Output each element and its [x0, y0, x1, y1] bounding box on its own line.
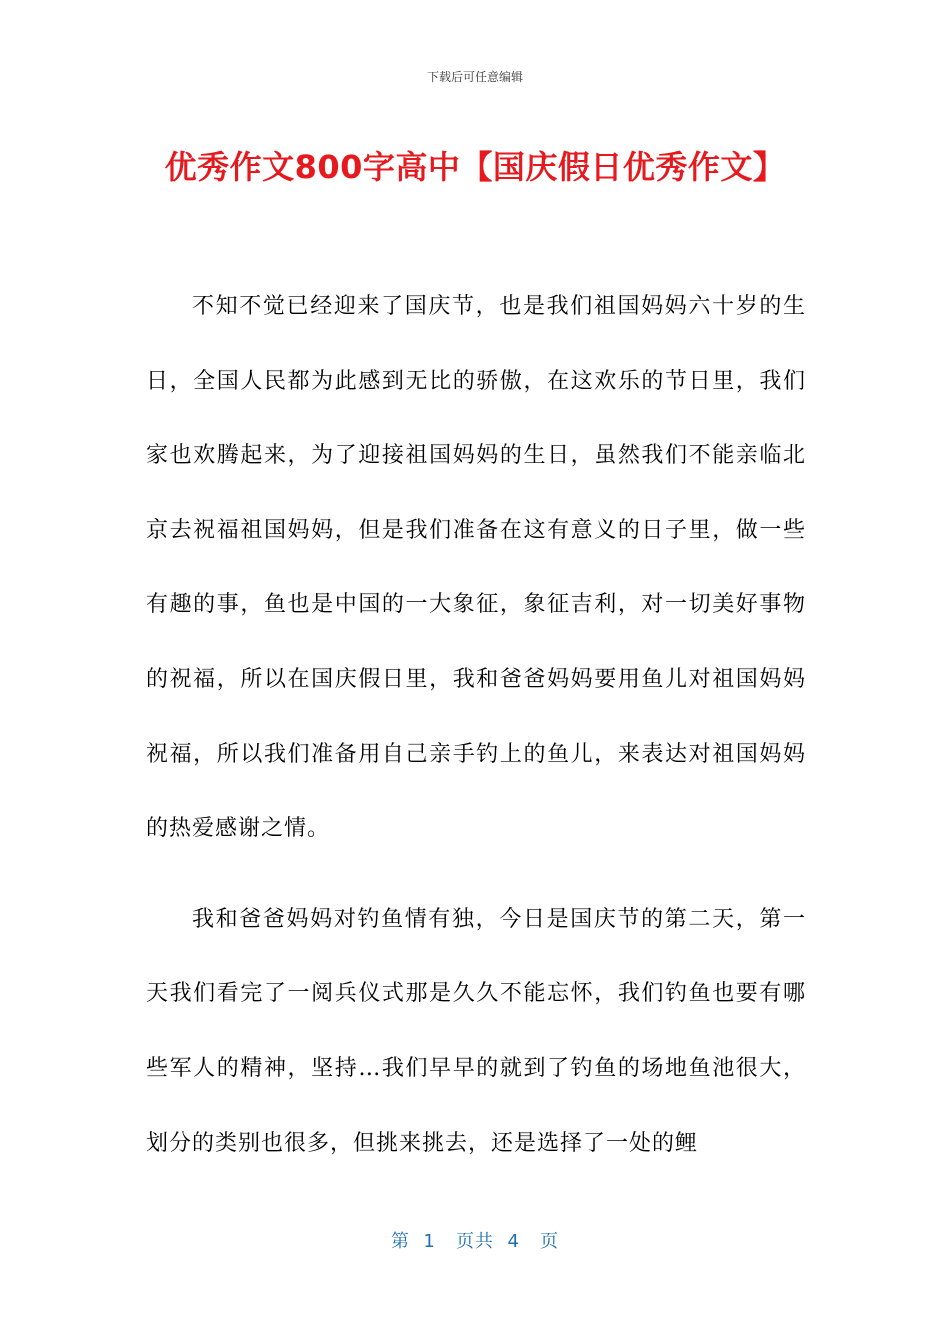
document-title: 优秀作文800字高中【国庆假日优秀作文】 [164, 148, 786, 186]
paragraph-2: 我和爸爸妈妈对钓鱼情有独，今日是国庆节的第二天，第一天我们看完了一阅兵仪式那是久久不能忘怀，我们钓鱼也要有哪些军人的精神，坚持…我们早早的就到了钓鱼的场地鱼池很大，划分的类别也很多，但挑来挑去，还是选择了一处的鲤 [146, 906, 806, 1156]
paragraph-1: 不知不觉已经迎来了国庆节，也是我们祖国妈妈六十岁的生日，全国人民都为此感到无比的骄傲，在这欢乐的节日里，我们家也欢腾起来，为了迎接祖国妈妈的生日，虽然我们不能亲临北京去祝福祖国妈妈，但是我们准备在这有意义的日子里，做一些有趣的事，鱼也是中国的一大象征，象征吉利，对一切美好事物的祝福，所以在国庆假日里，我和爸爸妈妈要用鱼儿对祖国妈妈祝福，所以我们准备用自己亲手钓上的鱼儿，来表达对祖国妈妈的热爱感谢之情。 [146, 294, 806, 842]
document-body [146, 270, 806, 1197]
page-footer-pagination: 第 1 页共 4 页 [390, 1231, 560, 1252]
header-note: 下载后可任意编辑 [426, 70, 523, 84]
